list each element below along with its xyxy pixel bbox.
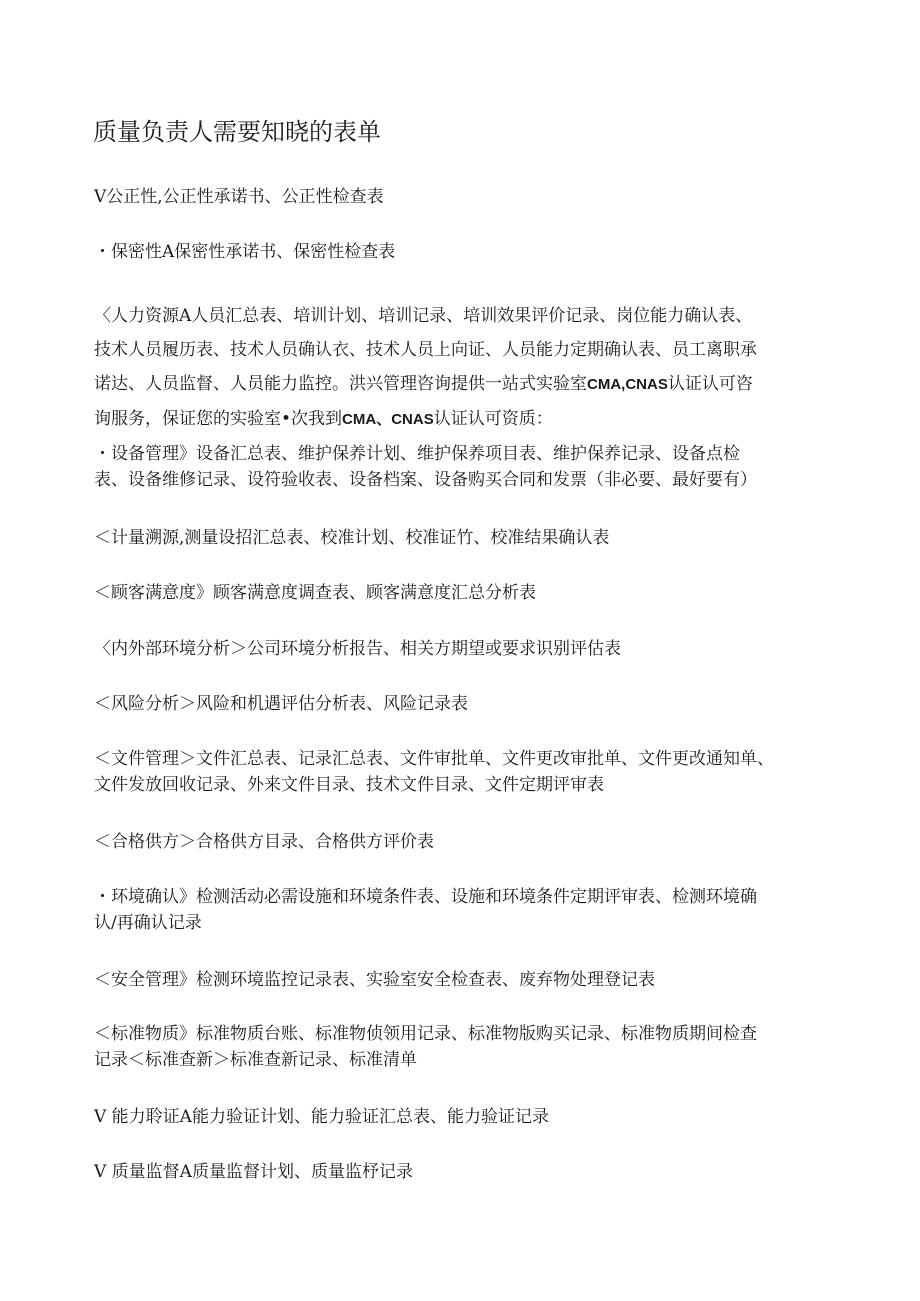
- customer-satisfaction-paragraph: [94, 580, 834, 606]
- safety-management-paragraph: [94, 967, 834, 993]
- cert-label: CMA、CNAS: [342, 411, 434, 428]
- environment-analysis-paragraph: [94, 636, 834, 662]
- cert-label: CMA,CNAS: [587, 376, 668, 393]
- text-line: 技术人员履历表、技术人员确认衣、技术人员上向证、人员能力定期确认表、员工离职承: [94, 340, 757, 360]
- environment-confirmation-paragraph: [94, 884, 834, 936]
- text-line: [94, 402, 834, 437]
- impartiality-paragraph: [94, 184, 834, 210]
- document-management-paragraph: [94, 746, 834, 798]
- text-line: ＜安全管理》检测环境监控记录表、实验室安全检查表、废弃物处理登记表: [94, 970, 655, 990]
- text-line: ・环境确认》检测活动必需设施和环境条件表、设施和环境条件定期评审表、检测环境确: [94, 887, 757, 907]
- text-line: V 质量监督A质量监督计划、质量监杼记录: [94, 1162, 413, 1182]
- proficiency-testing-paragraph: [94, 1104, 834, 1130]
- text-line: ＜计量溯源,测量设招汇总表、校准计划、校准证竹、校准结果确认表: [94, 528, 610, 548]
- text-line: 表、设备维修记录、设符验收表、设备档案、设备购买合同和发票（非必要、最好要有）: [94, 470, 757, 490]
- text-line: ・设备管理》设备汇总表、维护保养计划、维护保养项目表、维护保养记录、设备点检: [94, 444, 740, 464]
- text-line: 认/再确认记录: [94, 913, 202, 933]
- text-line: 〈人力资源A人员汇总表、培训计划、培训记录、培训效果评价记录、岗位能力确认表、: [94, 306, 753, 326]
- qualified-supplier-paragraph: [94, 829, 834, 855]
- text-line: ＜标准物质》标准物质台账、标准物侦领用记录、标准物版购买记录、标准物质期间检查: [94, 1024, 757, 1044]
- text-line: ・保密性A保密性承诺书、保密性检查表: [94, 242, 396, 262]
- text-line: V 能力聆证A能力验证计划、能力验证汇总表、能力验证记录: [94, 1107, 549, 1127]
- risk-analysis-paragraph: [94, 691, 834, 717]
- text-line: [94, 367, 834, 402]
- human-resources-paragraph: [94, 299, 834, 437]
- text-fragment: 认证认可资质：: [433, 409, 553, 429]
- text-line: V公正性,公正性承诺书、公正性检查表: [94, 187, 384, 207]
- quality-supervision-paragraph: [94, 1159, 834, 1185]
- metrology-paragraph: [94, 525, 834, 551]
- text-line: ＜文件管理＞文件汇总表、记录汇总表、文件审批单、文件更改审批单、文件更改通知单、: [94, 749, 774, 769]
- text-line: ＜顾客满意度》顾客满意度调查表、顾客满意度汇总分析表: [94, 583, 536, 603]
- equipment-paragraph: [94, 441, 834, 493]
- confidentiality-paragraph: [94, 239, 834, 265]
- text-line: ＜风险分析＞风险和机遇评估分析表、风险记录表: [94, 694, 468, 714]
- text-line: 记录＜标准查新＞标准查新记录、标准清单: [94, 1050, 417, 1070]
- text-line: ＜合格供方＞合格供方目录、合格供方评价表: [94, 832, 434, 852]
- text-fragment: 询服务，保证您的实验室•次我到: [94, 409, 343, 429]
- text-line: 〈内外部环境分析＞公司环境分析报告、相关方期望或要求识别评估表: [94, 639, 621, 659]
- text-fragment: 认证认可咨: [667, 374, 753, 394]
- document-title: 质量负责人需要知晓的表单: [93, 118, 381, 146]
- text-fragment: 诺达、人员监督、人员能力监控。洪兴管理咨询提供一站式实验室: [94, 374, 587, 394]
- reference-material-paragraph: [94, 1021, 834, 1073]
- text-line: 文件发放回收记录、外来文件目录、技术文件目录、文件定期评审表: [94, 775, 604, 795]
